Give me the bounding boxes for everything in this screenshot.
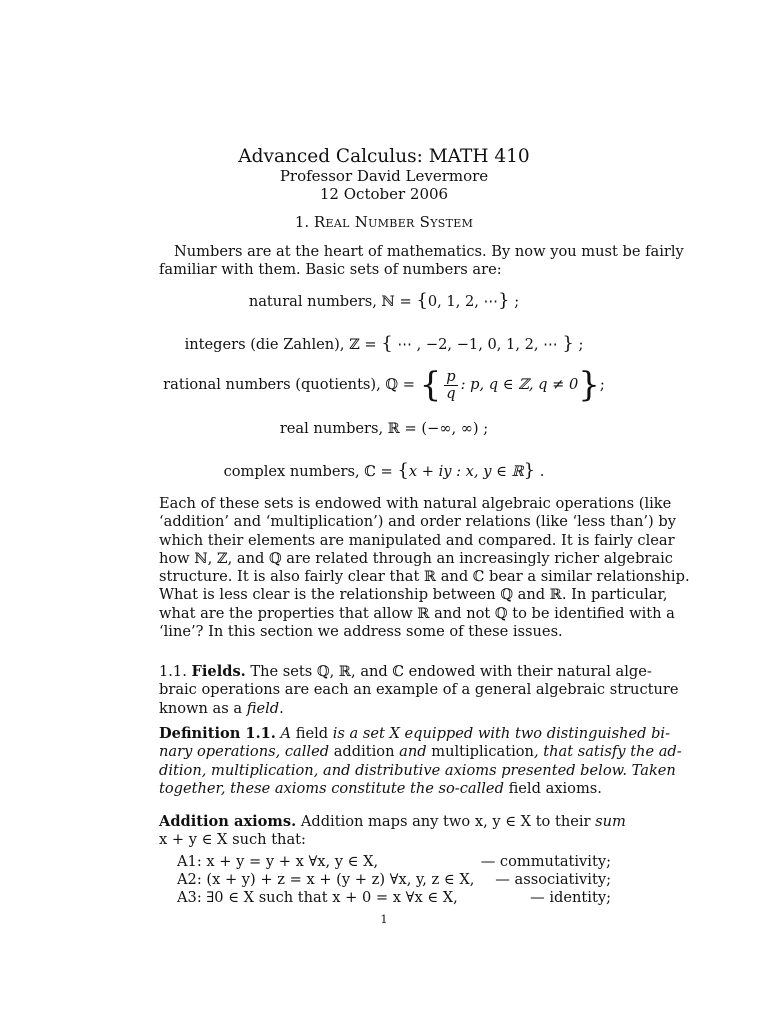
subsection-line bbox=[159, 700, 611, 718]
equation-content: 0, 1, 2, ⋯ bbox=[427, 293, 499, 310]
paragraph-line: which their elements are manipulated and compared. It is fairly clear bbox=[159, 531, 675, 549]
fraction-numerator: p bbox=[446, 367, 456, 385]
intro-line: Numbers are at the heart of mathematics. By now you must be fairly bbox=[174, 243, 684, 260]
right-brace: } bbox=[523, 460, 536, 481]
paragraph-line: ‘line’? In this section we address some of these issues. bbox=[159, 623, 563, 641]
axiom-a3-note: — identity; bbox=[530, 889, 611, 906]
paragraph-line: What is less clear is the relationship between ℚ and ℝ. In particular, bbox=[159, 586, 668, 604]
natural-numbers-equation bbox=[0, 290, 768, 311]
definition-term: multiplication bbox=[431, 743, 534, 761]
equation-label: real numbers, ℝ = (−∞, ∞) ; bbox=[279, 420, 489, 437]
complex-numbers-equation bbox=[0, 460, 768, 481]
equation-content: ⋯ , −2, −1, 0, 1, 2, ⋯ bbox=[397, 336, 558, 353]
integers-equation bbox=[0, 333, 768, 354]
left-brace: { bbox=[397, 460, 409, 481]
definition-term: field axioms bbox=[508, 779, 598, 797]
equation-label: natural numbers, ℕ = bbox=[248, 293, 412, 310]
paragraph-line: ‘addition’ and ‘multiplication’) and order relations (like ‘less than’) by bbox=[159, 513, 676, 531]
axioms-text: Addition maps any two x, y ∈ X to their bbox=[300, 813, 591, 830]
axioms-line: x + y ∈ X such that: bbox=[159, 831, 306, 849]
equation-label: rational numbers (quotients), ℚ = bbox=[163, 376, 415, 393]
right-brace: } bbox=[562, 333, 574, 354]
definition-line bbox=[159, 725, 671, 743]
right-brace: } bbox=[498, 290, 510, 311]
left-brace: { bbox=[419, 365, 442, 405]
definition-text: nary operations, called bbox=[159, 743, 330, 761]
axiom-a1: A1: x + y = y + x ∀x, y ∈ X, bbox=[177, 853, 379, 870]
axiom-a3: A3: ∃0 ∈ X such that x + 0 = x ∀x ∈ X, bbox=[177, 889, 458, 906]
paragraph-line: what are the properties that allow ℝ and not ℚ to be identified with a bbox=[159, 604, 675, 622]
equation-end: ; bbox=[599, 376, 605, 393]
subsection-heading: Fields. bbox=[191, 663, 246, 680]
definition-text: and bbox=[399, 743, 427, 761]
document-title: Advanced Calculus: MATH 410 bbox=[238, 146, 530, 167]
subsection-text: . bbox=[279, 699, 284, 717]
equation-end: ; bbox=[578, 336, 584, 353]
axiom-a2-note: — associativity; bbox=[495, 871, 611, 888]
equation-label: complex numbers, ℂ = bbox=[223, 463, 393, 480]
definition-line bbox=[159, 780, 611, 798]
intro-paragraph bbox=[159, 243, 684, 280]
section-title: Real Number System bbox=[313, 213, 474, 231]
fraction-denominator: q bbox=[446, 384, 456, 402]
axioms-line bbox=[159, 813, 626, 831]
definition-text: is a set X equipped with two distinguished bi- bbox=[332, 725, 671, 742]
right-brace: } bbox=[578, 365, 600, 405]
rational-numbers-equation bbox=[0, 365, 768, 405]
definition-heading: Definition 1.1. bbox=[159, 725, 276, 742]
axioms-heading: Addition axioms. bbox=[159, 813, 297, 830]
equation-condition: : p, q ∈ ℤ, q ≠ 0 bbox=[460, 376, 579, 393]
axiom-a2: A2: (x + y) + z = x + (y + z) ∀x, y, z ∈ X, bbox=[177, 871, 475, 888]
section-heading bbox=[0, 213, 768, 231]
definition-text: together, these axioms constitute the so-called bbox=[159, 779, 504, 797]
definition-text: dition, multiplication, and distributive axioms presented below. Taken bbox=[159, 761, 676, 779]
definition-line bbox=[159, 761, 676, 780]
emphasis-field: field bbox=[246, 699, 280, 717]
definition-term: field bbox=[295, 725, 329, 742]
body-paragraph bbox=[159, 495, 690, 641]
paragraph-line: how ℕ, ℤ, and ℚ are related through an increasingly richer algebraic bbox=[159, 549, 673, 567]
section-number: 1. bbox=[294, 213, 310, 231]
definition-text: A bbox=[280, 725, 292, 742]
definition-block bbox=[159, 725, 682, 798]
paragraph-line: structure. It is also fairly clear that ℝ and ℂ bear a similar relationship. bbox=[159, 568, 690, 586]
equation-end: ; bbox=[514, 293, 520, 310]
subsection-text: The sets ℚ, ℝ, and ℂ endowed with their natural alge- bbox=[250, 663, 652, 680]
definition-text: . bbox=[597, 779, 602, 797]
paragraph-line: Each of these sets is endowed with natural algebraic operations (like bbox=[159, 495, 672, 512]
subsection-number: 1.1. bbox=[159, 663, 187, 680]
fraction bbox=[444, 369, 457, 402]
equation-content: x + iy : x, y ∈ ℝ bbox=[408, 463, 524, 480]
definition-line bbox=[159, 743, 682, 761]
definition-text: , that satisfy the ad- bbox=[533, 743, 682, 761]
definition-term: addition bbox=[333, 743, 395, 761]
fields-subsection bbox=[159, 663, 679, 718]
page-number: 1 bbox=[380, 913, 388, 926]
equation-label: integers (die Zahlen), ℤ = bbox=[184, 336, 377, 353]
subsection-line: braic operations are each an example of a general algebraic structure bbox=[159, 681, 679, 699]
emphasis-sum: sum bbox=[595, 813, 626, 830]
equation-end: . bbox=[539, 463, 545, 480]
real-numbers-equation bbox=[0, 420, 768, 437]
addition-axioms-block bbox=[159, 813, 626, 850]
subsection-text: known as a bbox=[159, 699, 243, 717]
date: 12 October 2006 bbox=[319, 185, 449, 203]
author: Professor David Levermore bbox=[279, 167, 489, 185]
left-brace: { bbox=[381, 333, 393, 354]
left-brace: { bbox=[416, 290, 428, 311]
intro-line: familiar with them. Basic sets of numbers are: bbox=[159, 261, 502, 279]
axiom-a1-note: — commutativity; bbox=[480, 853, 611, 870]
subsection-line bbox=[159, 663, 652, 681]
